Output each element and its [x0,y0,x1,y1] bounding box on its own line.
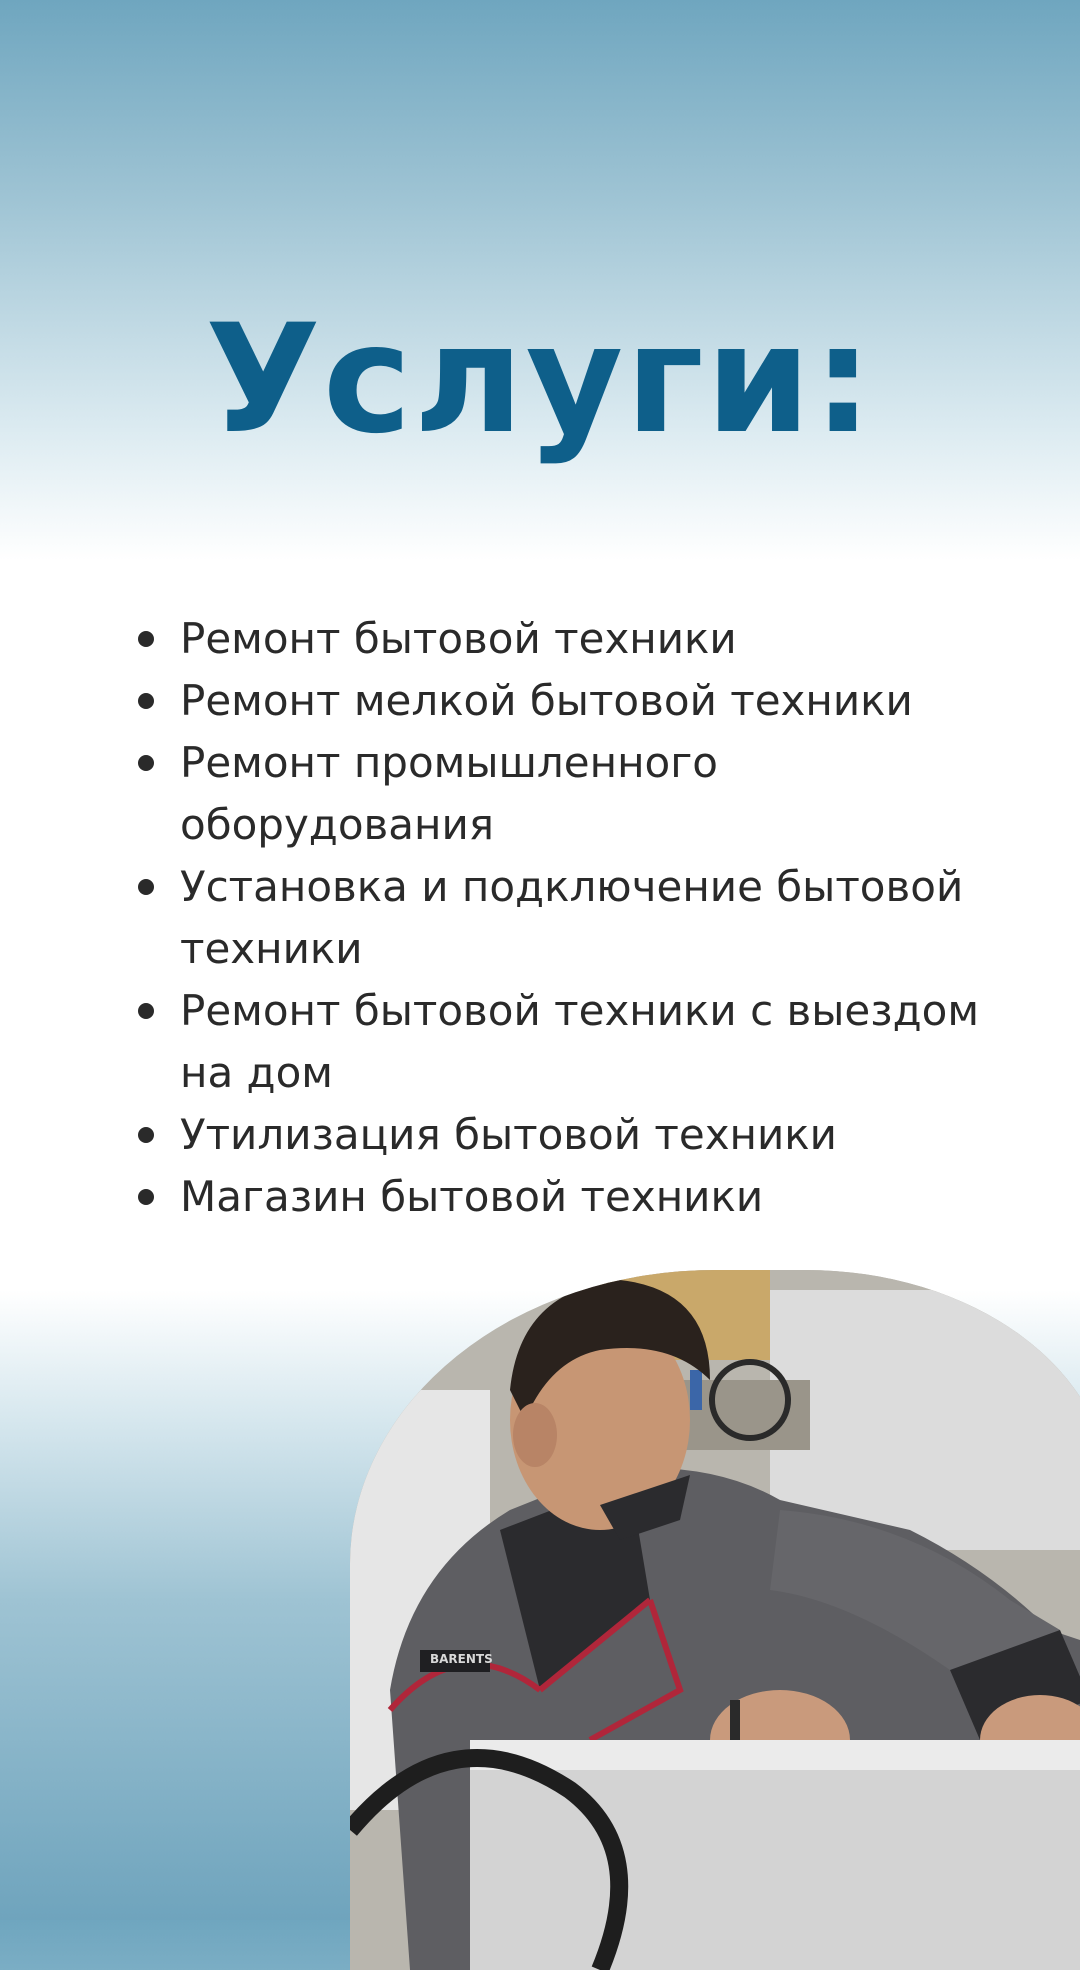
bullet-icon [138,755,154,771]
services-list [130,608,990,1228]
jacket-label: BARENTS [430,1652,493,1666]
list-item [130,856,990,980]
technician-photo [350,1270,1080,1970]
list-item [130,1104,990,1166]
service-label: Ремонт мелкой бытовой техники [180,676,913,725]
bullet-icon [138,879,154,895]
service-label: Ремонт бытовой техники с выездом на дом [180,986,980,1097]
bullet-icon [138,693,154,709]
bullet-icon [138,1127,154,1143]
bullet-icon [138,1003,154,1019]
service-label: Установка и подключение бытовой техники [180,862,964,973]
service-label: Утилизация бытовой техники [180,1110,837,1159]
list-item [130,732,990,856]
bullet-icon [138,1189,154,1205]
technician-illustration [350,1270,1080,1970]
service-label: Ремонт промышленного оборудования [180,738,718,849]
service-label: Магазин бытовой техники [180,1172,764,1221]
list-item [130,608,990,670]
service-label: Ремонт бытовой техники [180,614,737,663]
page-title: Услуги: [205,293,875,467]
bullet-icon [138,631,154,647]
list-item [130,1166,990,1228]
list-item [130,980,990,1104]
list-item [130,670,990,732]
